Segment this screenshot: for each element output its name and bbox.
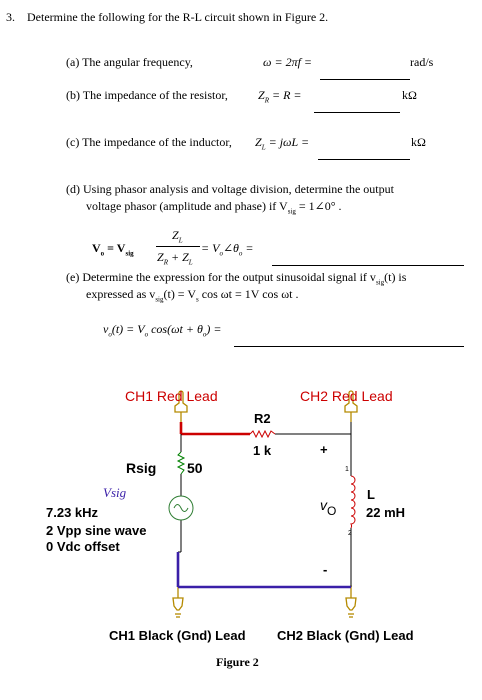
vo-plus-sign: + (320, 442, 328, 457)
inductor-value: 22 mH (366, 505, 406, 520)
inductor-icon (351, 476, 355, 528)
ch1-gnd-label: CH1 Black (Gnd) Lead (109, 628, 246, 643)
part-a-label: (a) The angular frequency, (66, 55, 193, 69)
part-c-label: (c) The impedance of the inductor, (66, 135, 232, 149)
part-c-unit: kΩ (411, 135, 426, 149)
ch2-gnd-label: CH2 Black (Gnd) Lead (277, 628, 414, 643)
part-d-line2: voltage phasor (amplitude and phase) if $V_{sig}$ = 1∠0° . (86, 199, 342, 216)
source-offset: 0 Vdc offset (46, 539, 120, 554)
part-e-line1: (e) Determine the expression for the output sinusoidal signal if $v_{sig}(t)$ is (66, 270, 407, 287)
rsig-name: Rsig (126, 460, 157, 476)
part-e-equation: $v_o(t) = V_o$ $\cos(\omega t + \theta_o)$ = (103, 322, 222, 339)
vsig-source-icon (169, 496, 193, 520)
part-b-formula: $Z_R = R$ = (258, 88, 302, 105)
part-a-unit: rad/s (410, 55, 434, 69)
ch1-red-label: CH1 Red Lead (125, 388, 218, 404)
inductor-pin1: 1 (345, 466, 349, 473)
part-b-label: (b) The impedance of the resistor, (66, 88, 228, 102)
rsig-value: 50 (187, 460, 203, 476)
part-d-line1: (d) Using phasor analysis and voltage division, determine the output (66, 182, 394, 196)
ch1-gnd-probe-icon (173, 585, 183, 617)
inductor-pin2: 2 (348, 530, 352, 537)
ch2-red-label: CH2 Red Lead (300, 388, 393, 404)
part-d-eq-lhs: $V_o = V_{sig}$ (92, 241, 134, 258)
part-a-formula: ω = 2πf = (263, 55, 313, 69)
source-frequency: 7.23 kHz (46, 505, 99, 520)
part-d-frac-den: $Z_R + Z_L$ (157, 250, 193, 267)
vo-label: vO (320, 497, 337, 518)
part-e-line2: expressed as $v_{sig}(t) = V_s$ cos ωt = 1V cos ωt . (86, 287, 299, 304)
r2-value: 1 k (253, 443, 272, 458)
r2-resistor-icon (250, 431, 275, 437)
part-b-unit: kΩ (402, 88, 417, 102)
problem-statement: Determine the following for the R-L circuit shown in Figure 2. (27, 10, 329, 24)
figure-caption: Figure 2 (216, 655, 259, 669)
rsig-resistor-icon (178, 452, 184, 474)
vsig-name: Vsig (103, 485, 127, 500)
red-wire (181, 422, 250, 434)
part-d-frac-num: $Z_L$ (172, 228, 183, 245)
ch2-gnd-probe-icon (346, 585, 356, 617)
part-c-formula: $Z_L = j\omega L$ = (255, 135, 310, 152)
problem-number: 3. (6, 10, 15, 24)
r2-name: R2 (254, 411, 271, 426)
vo-minus-sign: - (323, 562, 328, 577)
part-d-eq-rhs: = $V_o\angle\theta_o$ = (201, 241, 254, 258)
inductor-name: L (367, 487, 375, 502)
source-amplitude: 2 Vpp sine wave (46, 523, 147, 538)
